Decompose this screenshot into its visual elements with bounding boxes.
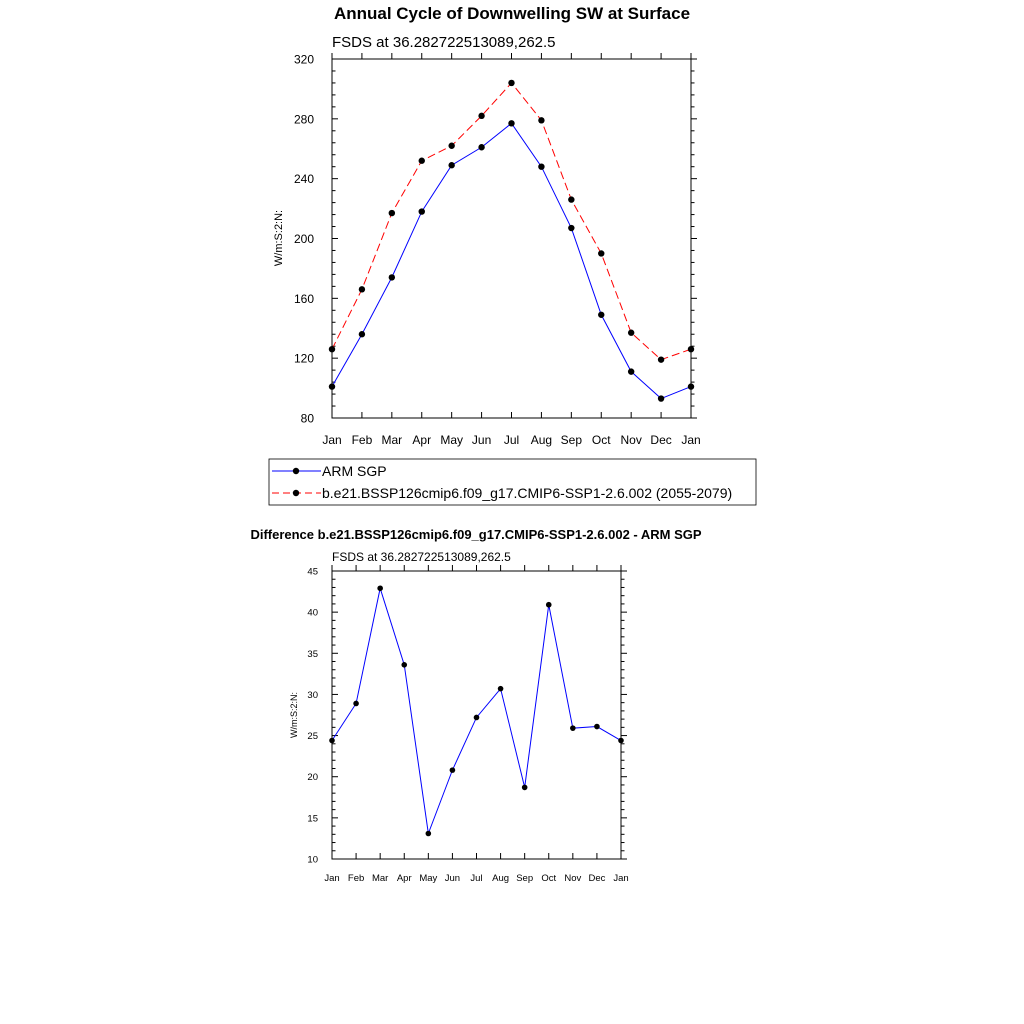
data-point	[389, 274, 395, 280]
data-point	[538, 117, 544, 123]
data-point	[598, 250, 604, 256]
y-tick-label: 200	[293, 232, 314, 246]
plot-frame	[332, 59, 691, 418]
data-point	[658, 356, 664, 362]
diff-x-tick-label: Nov	[564, 873, 582, 884]
data-point	[628, 368, 634, 374]
diff-x-tick-label: Sep	[516, 873, 534, 884]
legend-marker-model	[293, 490, 299, 496]
diff-y-tick-label: 35	[307, 648, 318, 660]
annual-cycle-chart	[273, 34, 701, 447]
diff-y-tick-label: 45	[307, 566, 318, 578]
diff-x-tick-label: May	[419, 873, 438, 884]
legend-label-arm-sgp: ARM SGP	[322, 463, 387, 479]
x-tick-label: Jan	[681, 433, 701, 447]
y-tick-label: 280	[293, 112, 314, 127]
x-tick-label: Oct	[591, 433, 611, 447]
diff-data-point	[498, 686, 504, 692]
diff-y-tick-label: 20	[307, 772, 318, 784]
x-tick-label: Nov	[620, 433, 642, 447]
diff-y-tick-label: 15	[307, 813, 318, 825]
diff-data-point	[570, 725, 576, 731]
diff-data-point	[474, 715, 480, 721]
data-point	[568, 196, 574, 202]
chart-subtitle: FSDS at 36.282722513089,262.5	[332, 34, 556, 51]
y-tick-label: 320	[293, 52, 314, 67]
diff-series-line-0	[332, 588, 621, 833]
data-point	[448, 162, 454, 168]
y-tick-label: 240	[293, 172, 314, 187]
x-tick-label: Aug	[530, 433, 553, 447]
data-point	[598, 312, 604, 318]
x-tick-label: May	[440, 433, 464, 447]
diff-y-tick-label: 30	[307, 689, 318, 701]
x-tick-label: Mar	[381, 433, 403, 447]
diff-data-point	[450, 767, 456, 773]
legend-marker-arm-sgp	[293, 468, 299, 474]
chart-title: Annual Cycle of Downwelling SW at Surface	[333, 4, 691, 23]
data-point	[688, 346, 694, 352]
x-tick-label: Dec	[650, 433, 672, 447]
diff-data-point	[426, 831, 432, 837]
data-point	[359, 286, 365, 292]
data-point	[538, 164, 544, 170]
diff-data-point	[546, 602, 552, 608]
data-point	[658, 395, 664, 401]
legend	[269, 459, 756, 505]
data-point	[359, 331, 365, 337]
top-chart-axes	[294, 53, 701, 448]
diff-x-tick-label: Jul	[470, 873, 483, 884]
diff-data-point	[594, 724, 600, 730]
diff-data-point	[353, 701, 359, 707]
difference-subtitle: FSDS at 36.282722513089,262.5	[332, 550, 511, 564]
difference-chart-series	[329, 585, 624, 836]
data-point	[478, 113, 484, 119]
x-tick-label: Jun	[471, 433, 492, 447]
diff-data-point	[618, 738, 624, 744]
data-point	[478, 144, 484, 150]
x-tick-label: Jul	[503, 433, 520, 447]
difference-title: Difference b.e21.BSSP126cmip6.f09_g17.CMIP6-SSP1-2.6.002 - ARM SGP	[250, 527, 702, 542]
data-point	[508, 80, 514, 86]
data-point	[389, 210, 395, 216]
diff-x-tick-label: Oct	[541, 873, 557, 884]
difference-chart-axes	[307, 565, 628, 884]
data-point	[508, 120, 514, 126]
data-point	[419, 208, 425, 214]
diff-y-tick-label: 25	[307, 731, 318, 743]
data-point	[688, 383, 694, 389]
y-tick-label: 160	[293, 291, 314, 306]
diff-x-tick-label: Jan	[613, 873, 629, 884]
data-point	[628, 330, 634, 336]
data-point	[448, 143, 454, 149]
diff-x-tick-label: Aug	[492, 873, 510, 884]
legend-label-model: b.e21.BSSP126cmip6.f09_g17.CMIP6-SSP1-2.6.002 (2055-2079)	[322, 485, 733, 501]
top-chart-series	[329, 80, 694, 402]
x-tick-label: Sep	[560, 433, 583, 447]
diff-data-point	[522, 785, 528, 791]
diff-y-tick-label: 40	[307, 607, 318, 619]
diff-x-tick-label: Feb	[347, 873, 365, 884]
y-axis-label: W/m:S:2:N:	[273, 209, 285, 267]
series-line-0	[332, 123, 691, 398]
diff-data-point	[329, 738, 335, 744]
difference-y-axis-label: W/m:S:2:N:	[289, 691, 299, 739]
x-tick-label: Feb	[351, 433, 373, 447]
y-tick-label: 120	[293, 351, 314, 366]
data-point	[329, 383, 335, 389]
diff-y-tick-label: 10	[307, 854, 318, 866]
data-point	[329, 346, 335, 352]
diff-x-tick-label: Apr	[396, 873, 412, 884]
diff-x-tick-label: Mar	[371, 873, 389, 884]
diff-x-tick-label: Jun	[444, 873, 461, 884]
data-point	[568, 225, 574, 231]
diff-x-tick-label: Dec	[588, 873, 606, 884]
data-point	[419, 158, 425, 164]
diff-data-point	[401, 662, 407, 668]
x-tick-label: Apr	[412, 433, 432, 447]
y-tick-label: 80	[300, 411, 314, 426]
x-tick-label: Jan	[322, 433, 342, 447]
difference-chart	[289, 550, 629, 884]
diff-data-point	[377, 585, 383, 591]
diff-x-tick-label: Jan	[324, 873, 340, 884]
